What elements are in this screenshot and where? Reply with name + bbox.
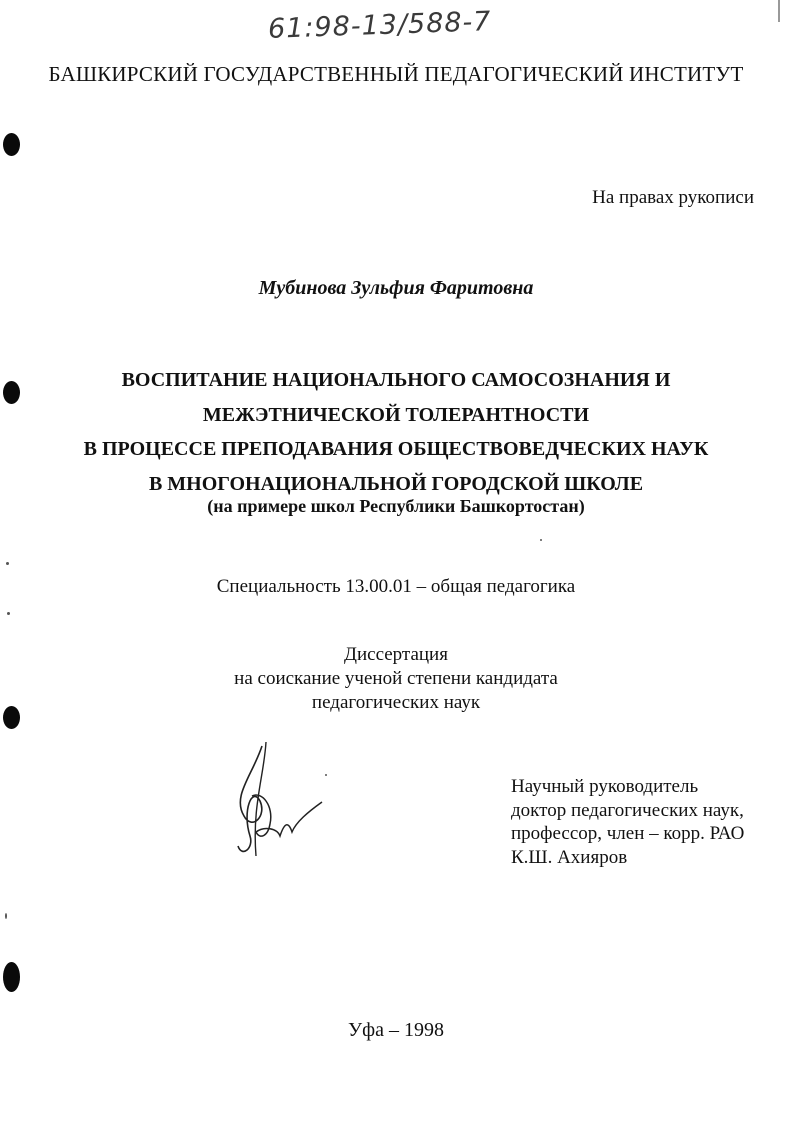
handwritten-signature bbox=[222, 736, 332, 866]
scan-speck bbox=[7, 612, 10, 615]
scan-speck bbox=[325, 774, 327, 776]
punch-hole bbox=[3, 381, 20, 404]
title-subtitle: (на примере школ Республики Башкортостан) bbox=[207, 496, 585, 516]
supervisor-line: Научный руководитель bbox=[511, 776, 699, 797]
author-name: Мубинова Зульфия Фаритовна bbox=[258, 277, 534, 299]
title-line: МЕЖЭТНИЧЕСКОЙ ТОЛЕРАНТНОСТИ bbox=[202, 403, 590, 426]
dissertation-line: на соискание ученой степени кандидата bbox=[234, 668, 558, 689]
city-year: Уфа – 1998 bbox=[348, 1019, 444, 1041]
supervisor-line: К.Ш. Ахияров bbox=[511, 846, 628, 868]
scan-edge-mark bbox=[778, 0, 780, 22]
institute-name: БАШКИРСКИЙ ГОСУДАРСТВЕННЫЙ ПЕДАГОГИЧЕСКИЙ ИНСТИТУТ bbox=[48, 62, 744, 86]
scan-speck bbox=[6, 562, 9, 565]
dissertation-line: педагогических наук bbox=[311, 692, 481, 713]
scan-speck bbox=[540, 539, 542, 541]
supervisor-line: профессор, член – корр. РАО bbox=[511, 823, 745, 844]
scan-speck bbox=[5, 913, 7, 919]
punch-hole bbox=[3, 133, 20, 156]
dissertation-line: Диссертация bbox=[344, 644, 448, 665]
scientific-supervisor bbox=[511, 775, 744, 869]
title-line: В ПРОЦЕССЕ ПРЕПОДАВАНИЯ ОБЩЕСТВОВЕДЧЕСКИХ НАУК bbox=[83, 438, 709, 460]
punch-hole bbox=[3, 706, 20, 729]
specialty: Специальность 13.00.01 – общая педагогика bbox=[216, 576, 576, 597]
handwritten-catalog-number: 61:98-13/588-7 bbox=[267, 6, 492, 45]
title-line: ВОСПИТАНИЕ НАЦИОНАЛЬНОГО САМОСОЗНАНИЯ И bbox=[121, 369, 671, 391]
dissertation-description bbox=[0, 643, 792, 715]
title-line: В МНОГОНАЦИОНАЛЬНОЙ ГОРОДСКОЙ ШКОЛЕ bbox=[148, 472, 644, 495]
rights-note: На правах рукописи bbox=[592, 187, 754, 208]
supervisor-line: доктор педагогических наук, bbox=[511, 799, 744, 821]
punch-hole bbox=[3, 962, 20, 992]
dissertation-title bbox=[0, 363, 792, 501]
